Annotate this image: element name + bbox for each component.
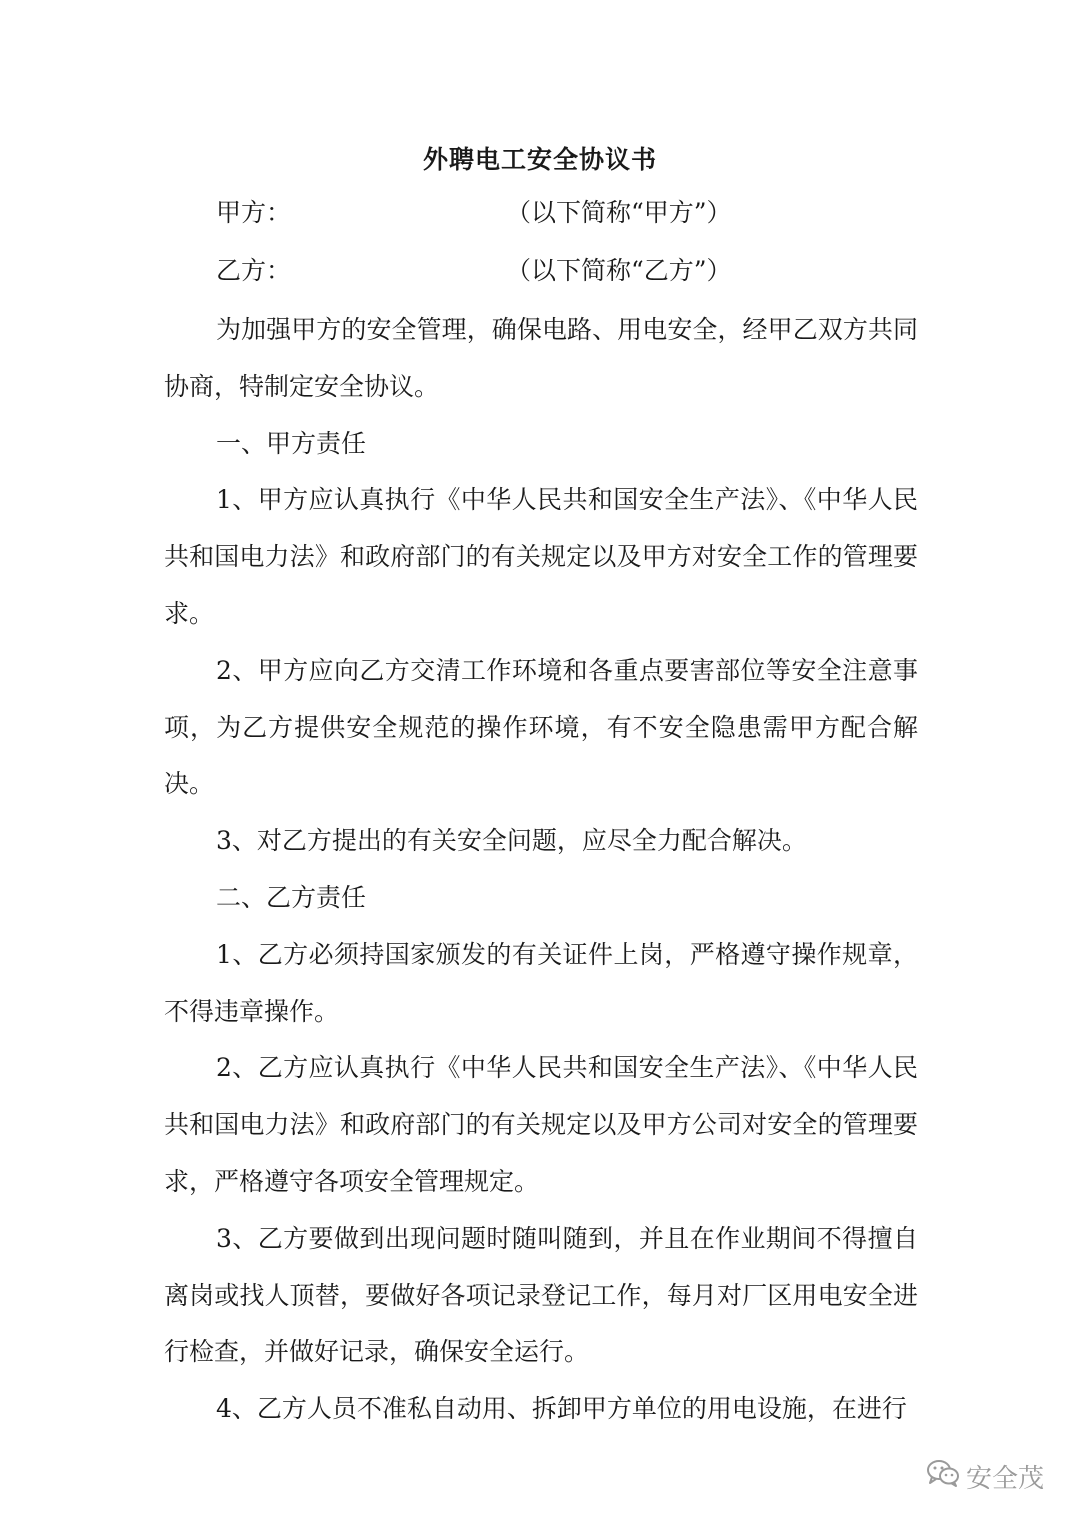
section-heading-party-a: 一、甲方责任 [216, 428, 367, 458]
clause-a-2: 2、甲方应向乙方交清工作环境和各重点要害部位等安全注意事项，为乙方提供安全规范的操作环境，有不安全隐患需甲方配合解决。 [164, 655, 918, 799]
clause-b-4: 4、乙方人员不准私自动用、拆卸甲方单位的用电设施，在进行 [216, 1394, 907, 1424]
party-a-label: 甲方： [216, 198, 292, 227]
intro-paragraph: 为加强甲方的安全管理，确保电路、用电安全，经甲乙双方共同协商，特制定安全协议。 [164, 315, 918, 401]
clause-b-2: 2、乙方应认真执行《中华人民共和国安全生产法》、《中华人民共和国电力法》和政府部门的有关规定以及甲方公司对安全的管理要求，严格遵守各项安全管理规定。 [164, 1053, 918, 1196]
clause-a-3: 3、对乙方提出的有关安全问题，应尽全力配合解决。 [216, 826, 807, 856]
watermark-text: 安全茂 [965, 1464, 1044, 1494]
document-body [164, 302, 918, 1438]
clause-b-3: 3、乙方要做到出现问题时随叫随到，并且在作业期间不得擅自离岗或找人顶替，要做好各项记录登记工作，每月对厂区用电安全进行检查，并做好记录，确保安全运行。 [164, 1223, 918, 1367]
party-b-line [216, 251, 732, 291]
party-b-alias: （以下简称“乙方”） [506, 256, 732, 285]
clause-a-1: 1、甲方应认真执行《中华人民共和国安全生产法》、《中华人民共和国电力法》和政府部门的有关规定以及甲方对安全工作的管理要求。 [164, 485, 918, 628]
party-b-label: 乙方： [216, 256, 292, 285]
party-a-line [216, 193, 732, 233]
party-a-alias: （以下简称“甲方”） [506, 198, 732, 227]
clause-b-1: 1、乙方必须持国家颁发的有关证件上岗，严格遵守操作规章，不得违章操作。 [164, 939, 918, 1026]
wechat-icon [926, 1458, 960, 1495]
document-title: 外聘电工安全协议书 [422, 145, 657, 174]
watermark [926, 1458, 1044, 1495]
section-heading-party-b: 二、乙方责任 [216, 882, 367, 912]
